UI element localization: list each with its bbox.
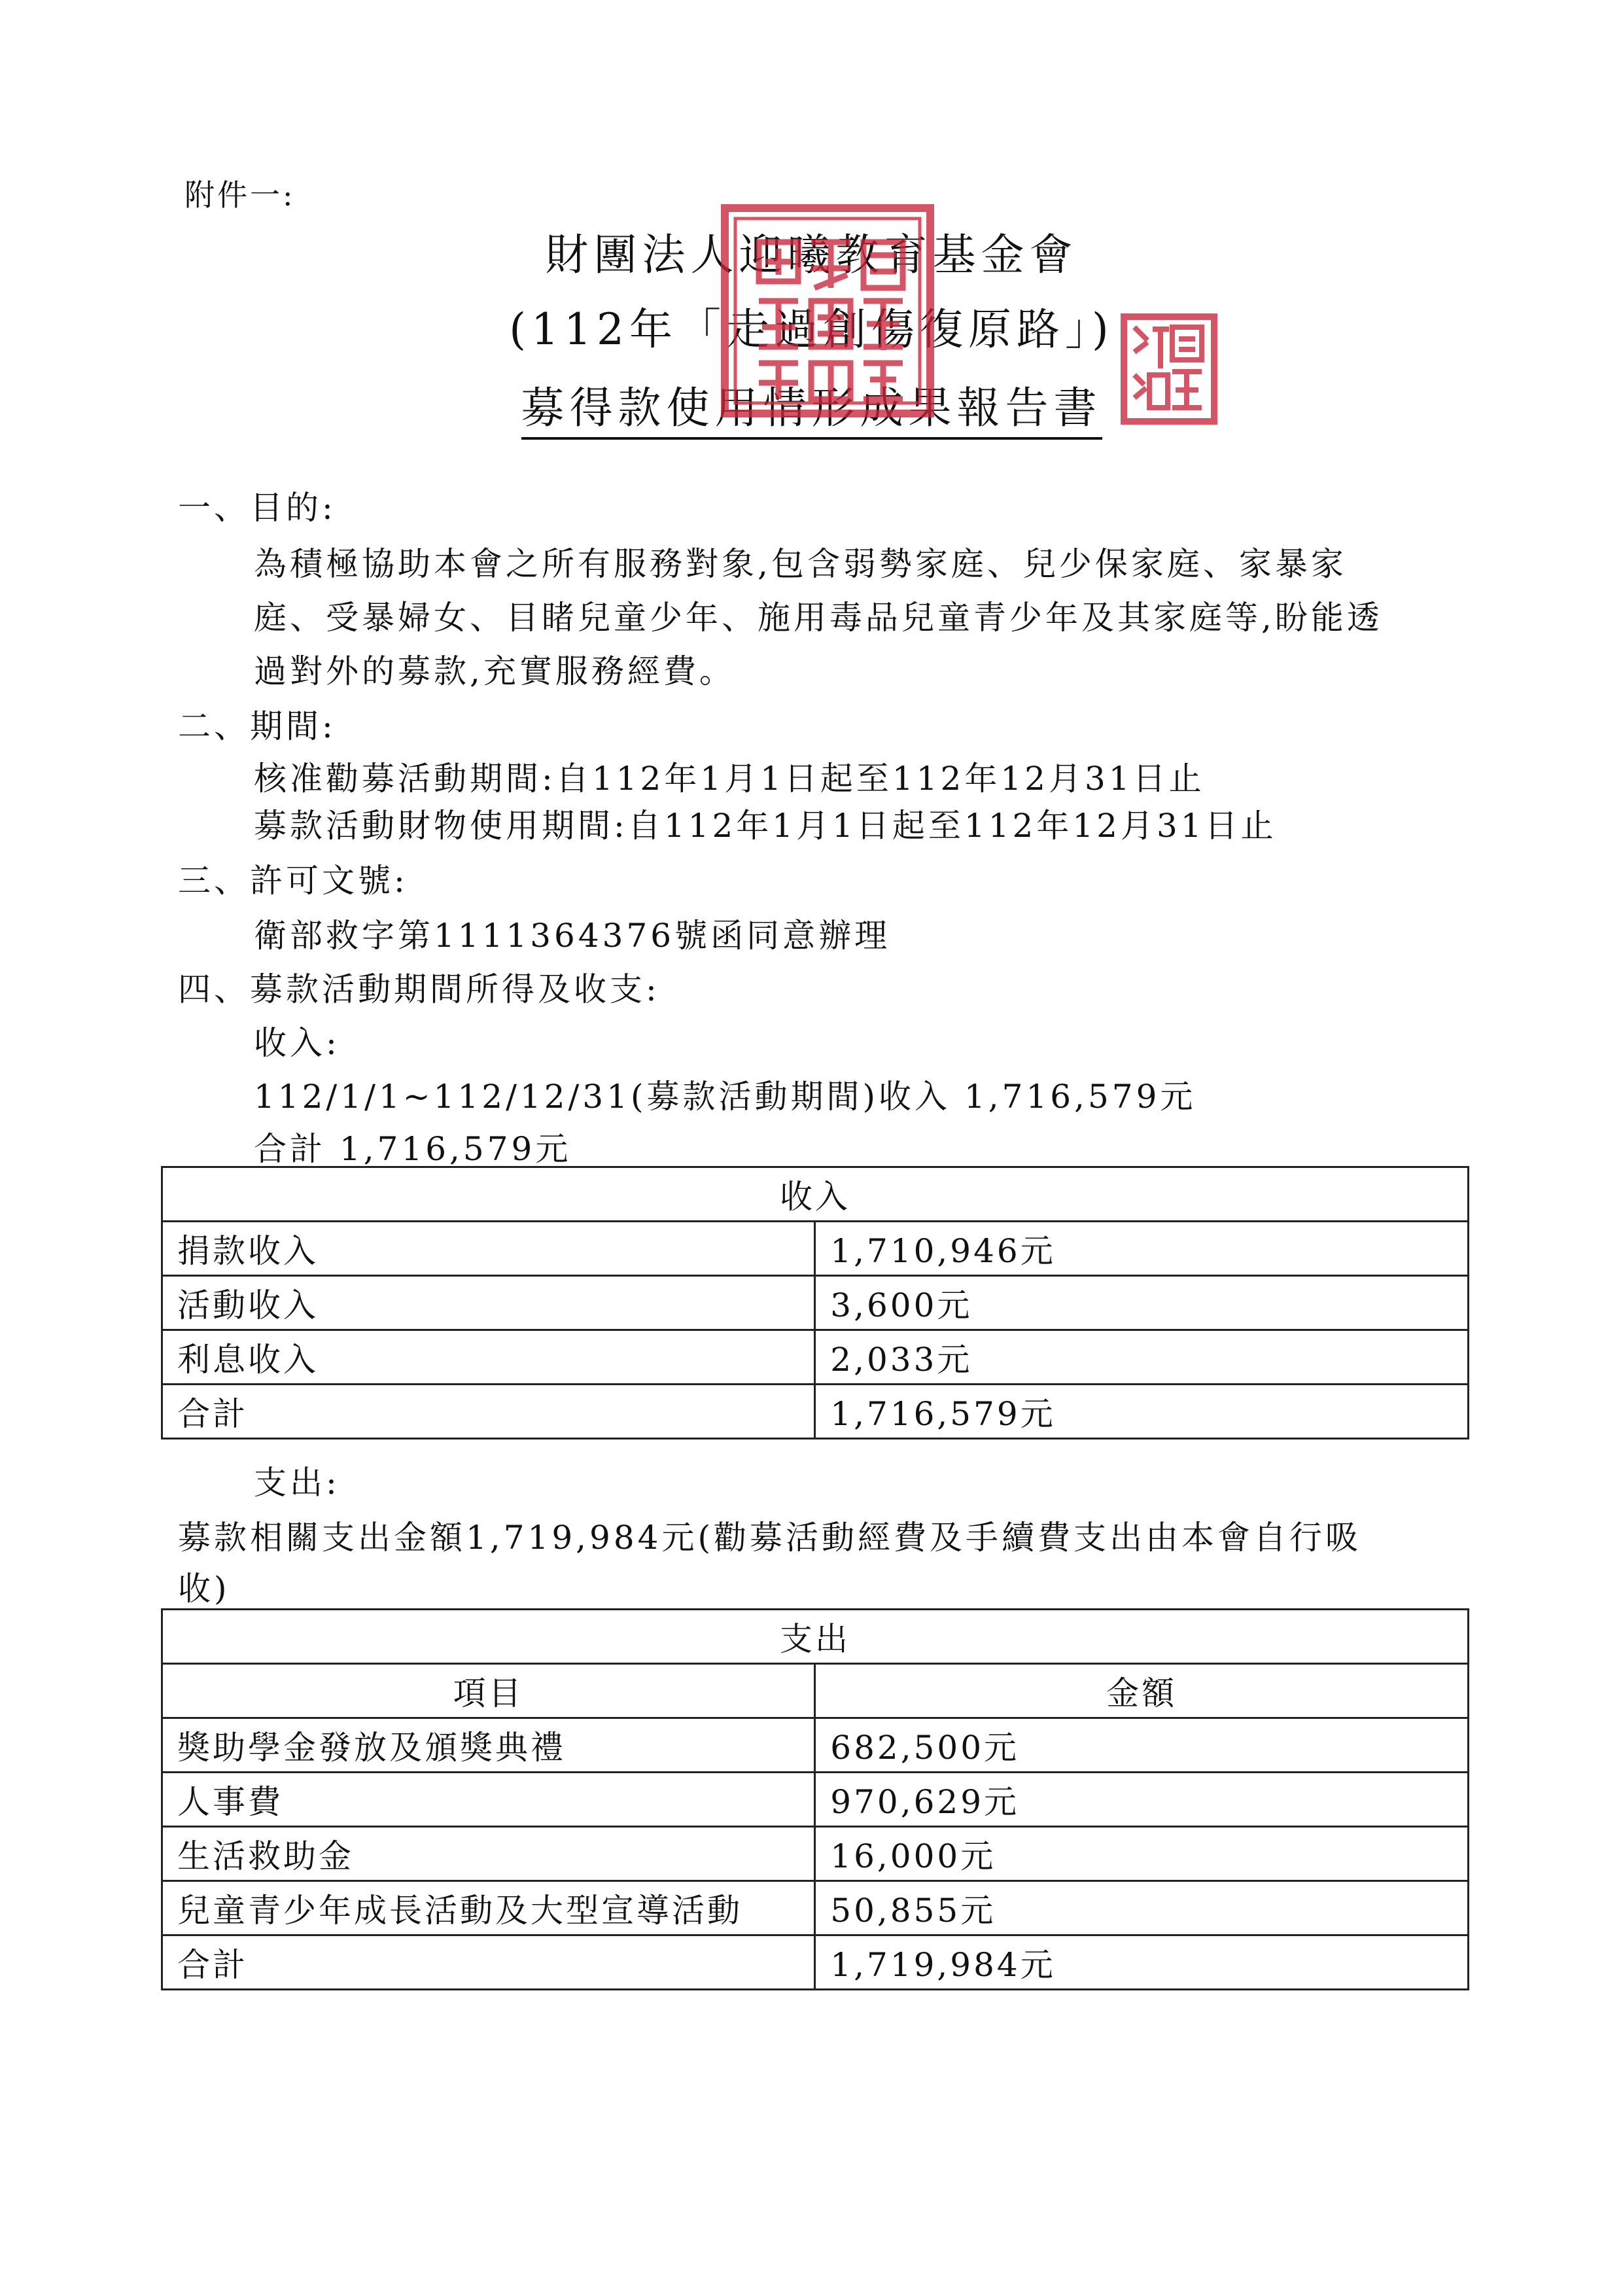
expense-amount-cell: 1,719,984元: [815, 1935, 1469, 1990]
expense-item-cell: 生活救助金: [162, 1827, 815, 1881]
expense-table: [161, 1608, 1469, 1990]
table-row: [162, 1718, 1469, 1773]
expense-item-cell: 兒童青少年成長活動及大型宣導活動: [162, 1881, 815, 1935]
expense-summary-line-1: 募款相關支出金額1,719,984元(勸募活動經費及手續費支出由本會自行吸: [178, 1519, 1361, 1557]
table-row: [162, 1935, 1469, 1990]
income-table: [161, 1166, 1469, 1439]
income-total-line: 合計 1,716,579元: [254, 1130, 572, 1168]
table-row: [162, 1222, 1469, 1276]
income-label: 收入:: [254, 1024, 340, 1062]
table-row: [162, 1881, 1469, 1935]
report-title-text: 募得款使用情形成果報告書: [521, 383, 1102, 440]
period-approved-line: 核准勸募活動期間:自112年1月1日起至112年12月31日止: [254, 760, 1205, 798]
representative-seal-stamp: [1120, 313, 1218, 425]
expense-item-cell: 人事費: [162, 1773, 815, 1827]
income-item-cell: 捐款收入: [162, 1222, 815, 1276]
income-item-cell: 活動收入: [162, 1276, 815, 1330]
expense-table-header-row: [162, 1610, 1469, 1664]
expense-item-cell: 獎助學金發放及頒獎典禮: [162, 1718, 815, 1773]
income-amount-cell: 1,710,946元: [815, 1222, 1469, 1276]
table-row: [162, 1330, 1469, 1385]
income-table-header: 收入: [162, 1167, 1469, 1222]
table-row: [162, 1276, 1469, 1330]
permit-number-line: 衛部救字第1111364376號函同意辦理: [254, 917, 891, 955]
income-amount-cell: 2,033元: [815, 1330, 1469, 1385]
expense-table-column-row: [162, 1664, 1469, 1718]
expense-amount-cell: 970,629元: [815, 1773, 1469, 1827]
period-usage-line: 募款活動財物使用期間:自112年1月1日起至112年12月31日止: [254, 807, 1277, 845]
table-row: [162, 1827, 1469, 1881]
expense-amount-cell: 16,000元: [815, 1827, 1469, 1881]
table-row: [162, 1385, 1469, 1439]
column-header-amount: 金額: [815, 1664, 1469, 1718]
income-amount-cell: 3,600元: [815, 1276, 1469, 1330]
expense-table-header: 支出: [162, 1610, 1469, 1664]
attachment-label: 附件一:: [184, 177, 296, 213]
purpose-heading: 一、目的:: [178, 489, 336, 527]
purpose-line-3: 過對外的募款,充實服務經費。: [254, 652, 735, 690]
expense-summary-line-2: 收): [178, 1570, 230, 1608]
organization-seal-stamp: [720, 203, 935, 419]
income-item-cell: 合計: [162, 1385, 815, 1439]
purpose-line-2: 庭、受暴婦女、目睹兒童少年、施用毒品兒童青少年及其家庭等,盼能透: [254, 599, 1383, 637]
income-expense-heading: 四、募款活動期間所得及收支:: [178, 970, 660, 1008]
income-item-cell: 利息收入: [162, 1330, 815, 1385]
expense-item-cell: 合計: [162, 1935, 815, 1990]
expense-label: 支出:: [254, 1464, 340, 1502]
document-title-project: (112年「走過創傷復原路」): [509, 304, 1114, 355]
income-period-line: 112/1/1~112/12/31(募款活動期間)收入 1,716,579元: [254, 1078, 1196, 1116]
income-table-header-row: [162, 1167, 1469, 1222]
permit-heading: 三、許可文號:: [178, 862, 408, 900]
purpose-line-1: 為積極協助本會之所有服務對象,包含弱勢家庭、兒少保家庭、家暴家: [254, 545, 1347, 583]
income-amount-cell: 1,716,579元: [815, 1385, 1469, 1439]
document-title-org: 財團法人迎曦教育基金會: [545, 230, 1078, 280]
table-row: [162, 1773, 1469, 1827]
column-header-item: 項目: [162, 1664, 815, 1718]
expense-amount-cell: 50,855元: [815, 1881, 1469, 1935]
period-heading: 二、期間:: [178, 707, 336, 745]
expense-amount-cell: 682,500元: [815, 1718, 1469, 1773]
